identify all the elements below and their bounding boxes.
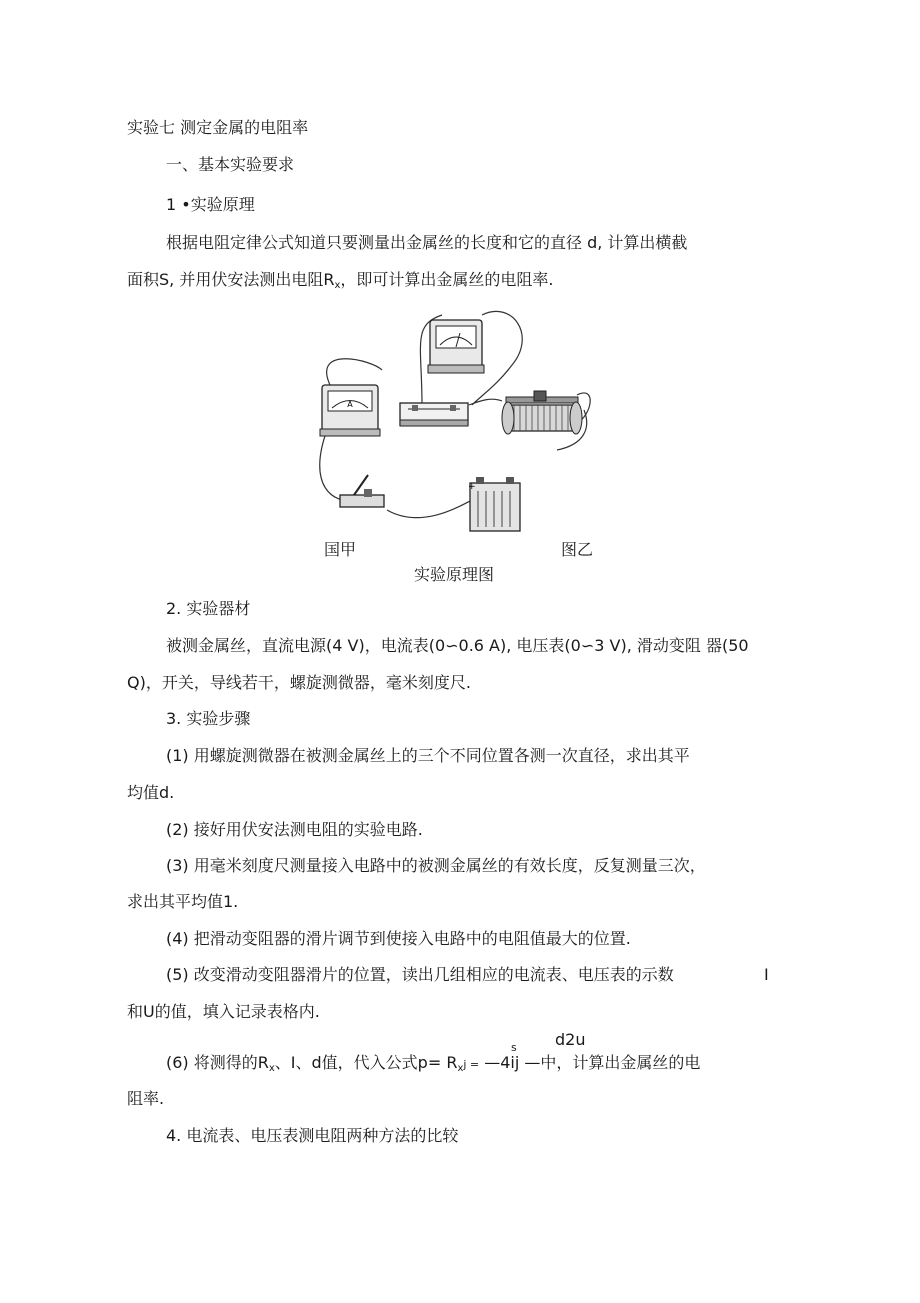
svg-text:A: A: [347, 400, 353, 409]
item4-heading: 4. 电流表、电压表测电阻两种方法的比较: [166, 1126, 459, 1145]
principle-line-2: [127, 270, 553, 293]
step-2: (2) 接好用伏安法测电阻的实验电路.: [166, 820, 423, 839]
step-6-line-2: 阻率.: [127, 1089, 165, 1108]
materials-line-2: Q)，开关，导线若干，螺旋测微器，毫米刻度尺.: [127, 673, 471, 692]
step-3-line-2: 求出其平均值1.: [127, 892, 239, 911]
metal-wire-board-icon: [400, 403, 468, 426]
step-3-line-1: (3) 用毫米刻度尺测量接入电路中的被测金属丝的有效长度，反复测量三次，: [166, 856, 706, 875]
battery-icon: [468, 477, 520, 531]
item1-heading: 1 •实验原理: [166, 195, 255, 214]
voltmeter-icon: [428, 320, 484, 373]
step-1-line-2: 均值d.: [127, 783, 175, 802]
step-4: (4) 把滑动变阻器的滑片调节到使接入电路中的电阻值最大的位置.: [166, 929, 631, 948]
step-5-line-2: 和U的值，填入记录表格内.: [127, 1002, 320, 1021]
formula-top-d2u: d2u: [555, 1030, 586, 1049]
item2-heading: 2. 实验器材: [166, 599, 251, 618]
materials-line-1: 被测金属丝，直流电源(4 V)，电流表(0∽0.6 A), 电压表(0∽3 V), 滑动变阻 器(50: [166, 636, 749, 655]
step-5-line-1-end: I: [764, 965, 769, 984]
principle-text-b: ，即可计算出金属丝的电阻率.: [340, 270, 554, 289]
step-6-text-b: 、I、d值，代入公式p= R: [274, 1053, 458, 1072]
circuit-illustration: [312, 305, 604, 540]
principle-text-a: 面积S, 并用伏安法测出电阻R: [127, 270, 335, 289]
principle-line-1: 根据电阻定律公式知道只要测量出金属丝的长度和它的直径 d, 计算出横截: [166, 233, 688, 252]
item3-heading: 3. 实验步骤: [166, 709, 251, 728]
figure-caption: 实验原理图: [414, 565, 495, 584]
formula-top-s: s: [511, 1041, 517, 1054]
step-6-text-c: j =: [463, 1058, 480, 1071]
step-6-line-1: [166, 1053, 700, 1076]
principle-subscript: x: [334, 280, 341, 291]
rheostat-icon: [502, 391, 582, 434]
step-6-subscript-1: x: [268, 1063, 275, 1074]
step-5-line-1: (5) 改变滑动变阻器滑片的位置，读出几组相应的电流表、电压表的示数: [166, 965, 674, 984]
svg-text:+: +: [468, 482, 476, 492]
step-6-subscript-2: x: [457, 1063, 464, 1074]
step-1-line-1: (1) 用螺旋测微器在被测金属丝上的三个不同位置各测一次直径，求出其平: [166, 746, 690, 765]
switch-icon: [340, 475, 384, 507]
figure-label-right: 图乙: [561, 540, 594, 559]
page-title: 实验七 测定金属的电阻率: [127, 118, 309, 137]
circuit-figure: [312, 305, 604, 540]
ammeter-icon: [320, 385, 380, 436]
step-6-text-d: —4ij —中，计算出金属丝的电: [484, 1053, 701, 1072]
section-heading: 一、基本实验要求: [166, 155, 295, 174]
step-6-text-a: (6) 将测得的R: [166, 1053, 269, 1072]
figure-label-left: 国甲: [324, 540, 357, 559]
